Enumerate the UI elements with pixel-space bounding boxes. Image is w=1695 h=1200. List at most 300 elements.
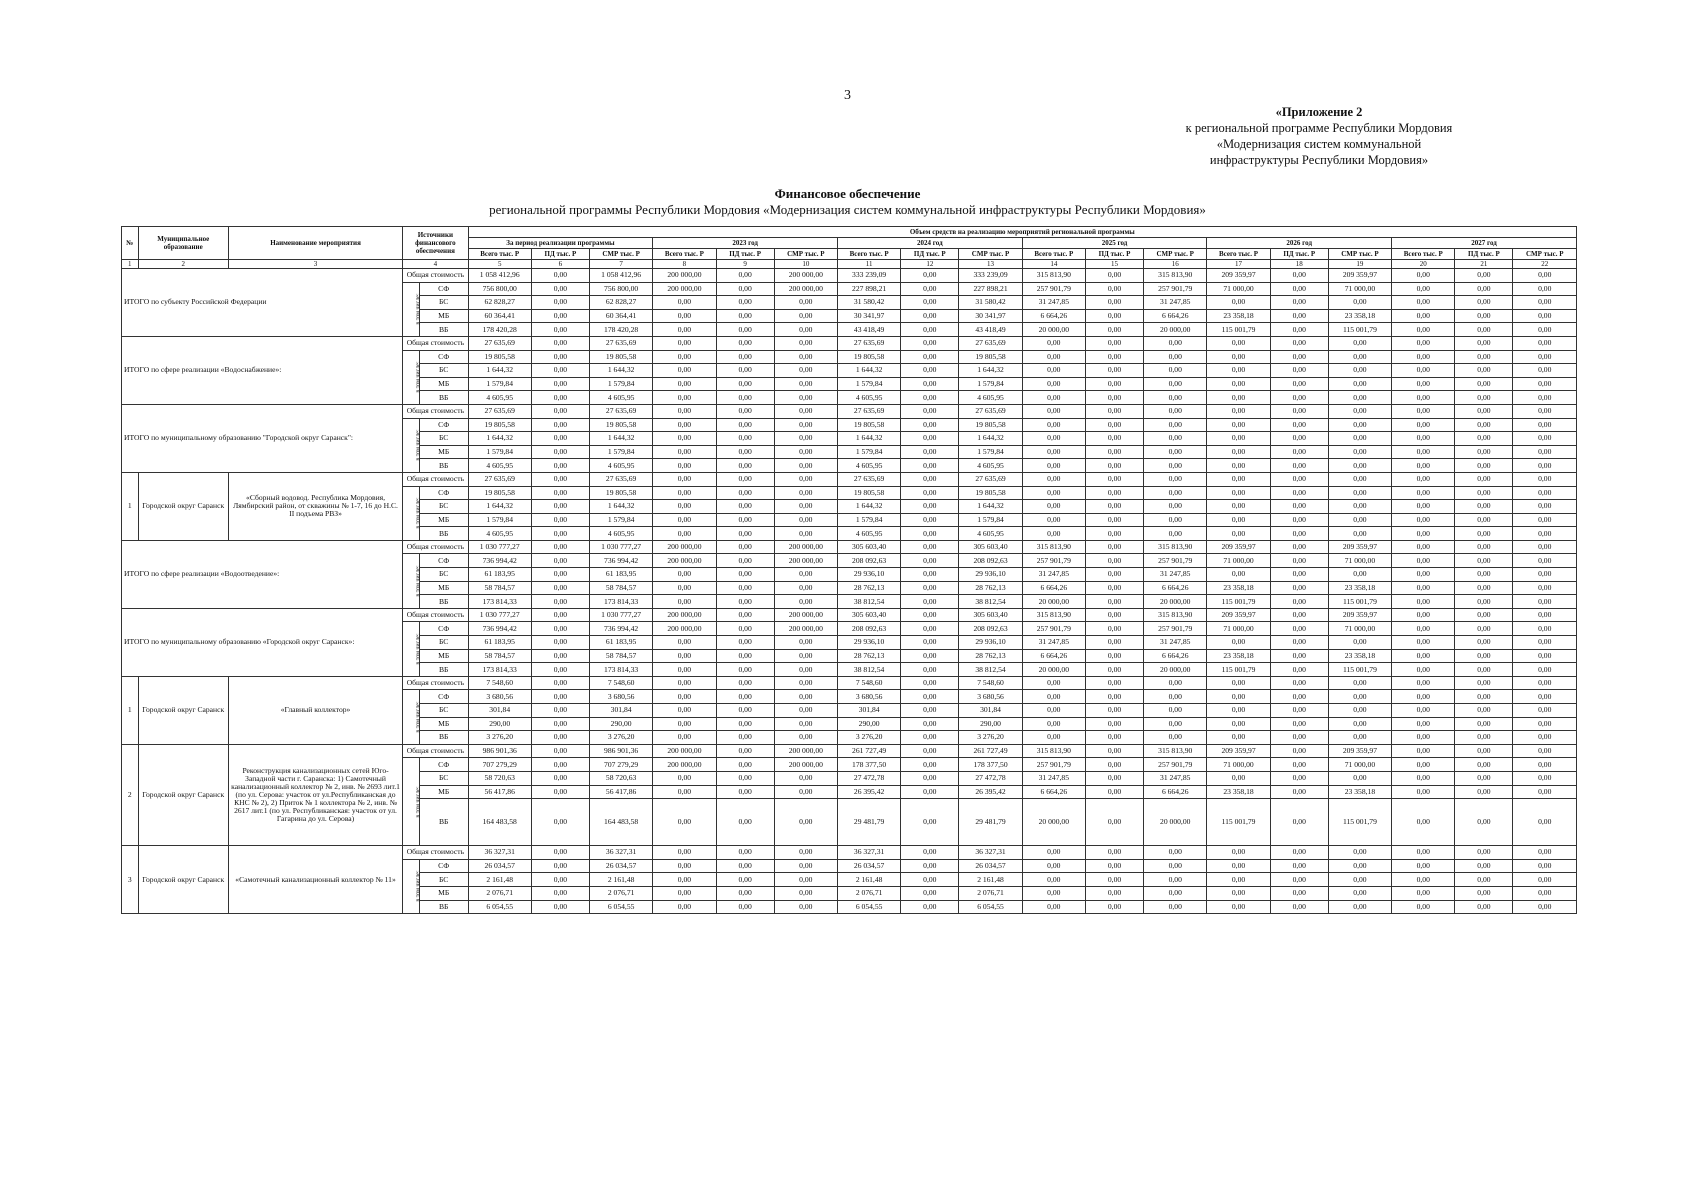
value-cell: 0,00: [531, 704, 589, 718]
value-cell: 0,00: [1207, 690, 1270, 704]
subheader-cell: ПД тыс. Р: [716, 249, 774, 260]
value-cell: 1 644,32: [837, 432, 900, 446]
value-cell: 0,00: [716, 500, 774, 514]
value-cell: 1 579,84: [589, 377, 652, 391]
subheader-cell: ПД тыс. Р: [1270, 249, 1328, 260]
value-cell: 0,00: [716, 704, 774, 718]
value-cell: 62 828,27: [589, 296, 652, 310]
value-cell: 36 327,31: [468, 846, 531, 860]
value-cell: 0,00: [1328, 350, 1391, 364]
value-cell: 0,00: [901, 432, 959, 446]
value-cell: 0,00: [1328, 432, 1391, 446]
value-cell: 0,00: [1392, 758, 1455, 772]
value-cell: 0,00: [531, 731, 589, 745]
value-cell: 19 805,58: [468, 418, 531, 432]
value-cell: 0,00: [716, 663, 774, 677]
value-cell: 4 605,95: [959, 527, 1022, 541]
subheader-cell: СМР тыс. Р: [1513, 249, 1577, 260]
value-cell: 0,00: [1328, 296, 1391, 310]
value-cell: 0,00: [1392, 636, 1455, 650]
value-cell: 0,00: [1144, 336, 1207, 350]
value-cell: 0,00: [774, 595, 837, 609]
value-cell: 0,00: [1455, 418, 1513, 432]
value-cell: 0,00: [1455, 350, 1513, 364]
value-cell: 0,00: [1270, 595, 1328, 609]
value-cell: 0,00: [901, 771, 959, 785]
value-cell: 257 901,79: [1022, 282, 1085, 296]
value-cell: 0,00: [774, 377, 837, 391]
value-cell: 0,00: [716, 269, 774, 283]
value-cell: 0,00: [653, 445, 716, 459]
value-cell: 0,00: [531, 418, 589, 432]
value-cell: 0,00: [1513, 323, 1577, 337]
row-number: 2: [122, 744, 139, 845]
value-cell: 31 247,85: [1144, 636, 1207, 650]
value-cell: 7 548,60: [468, 676, 531, 690]
value-cell: 0,00: [1328, 859, 1391, 873]
appendix-header: [1129, 104, 1509, 168]
in-that-number-text: в том числе:: [415, 429, 422, 461]
value-cell: 0,00: [1455, 309, 1513, 323]
value-cell: 0,00: [1144, 717, 1207, 731]
value-cell: 0,00: [1513, 608, 1577, 622]
value-cell: 0,00: [531, 350, 589, 364]
value-cell: 7 548,60: [589, 676, 652, 690]
value-cell: 0,00: [1270, 540, 1328, 554]
source-label: БС: [419, 704, 468, 718]
value-cell: 0,00: [901, 690, 959, 704]
value-cell: 0,00: [531, 486, 589, 500]
value-cell: 31 247,85: [1144, 296, 1207, 310]
value-cell: 3 276,20: [589, 731, 652, 745]
value-cell: 38 812,54: [959, 595, 1022, 609]
value-cell: 0,00: [1513, 731, 1577, 745]
value-cell: 0,00: [1022, 459, 1085, 473]
value-cell: 200 000,00: [774, 758, 837, 772]
table-row: [122, 269, 1577, 283]
value-cell: 0,00: [653, 704, 716, 718]
value-cell: 4 605,95: [959, 391, 1022, 405]
value-cell: 0,00: [531, 309, 589, 323]
value-cell: 0,00: [1328, 690, 1391, 704]
value-cell: 0,00: [1144, 486, 1207, 500]
value-cell: 0,00: [531, 404, 589, 418]
value-cell: 20 000,00: [1022, 595, 1085, 609]
value-cell: 0,00: [1207, 350, 1270, 364]
value-cell: 173 814,33: [589, 595, 652, 609]
value-cell: 0,00: [1455, 873, 1513, 887]
value-cell: 0,00: [531, 859, 589, 873]
value-cell: 0,00: [1085, 568, 1143, 582]
value-cell: 0,00: [1270, 636, 1328, 650]
value-cell: 0,00: [1328, 377, 1391, 391]
value-cell: 0,00: [1270, 581, 1328, 595]
value-cell: 0,00: [653, 500, 716, 514]
header-volume: Объем средств на реализацию мероприятий региональной программы: [468, 227, 1576, 238]
column-index-cell: 17: [1207, 260, 1270, 269]
value-cell: 0,00: [774, 391, 837, 405]
value-cell: 0,00: [1085, 608, 1143, 622]
table-row: [122, 744, 1577, 758]
value-cell: 0,00: [653, 486, 716, 500]
value-cell: 0,00: [1392, 873, 1455, 887]
value-cell: 0,00: [1085, 785, 1143, 799]
value-cell: 0,00: [1207, 900, 1270, 914]
value-cell: 0,00: [1085, 336, 1143, 350]
value-cell: 0,00: [1270, 886, 1328, 900]
value-cell: 0,00: [1513, 269, 1577, 283]
value-cell: 26 395,42: [959, 785, 1022, 799]
source-label: Общая стоимость: [403, 744, 468, 758]
value-cell: 315 813,90: [1144, 540, 1207, 554]
value-cell: 6 664,26: [1144, 785, 1207, 799]
value-cell: 0,00: [1144, 472, 1207, 486]
value-cell: 1 644,32: [468, 432, 531, 446]
value-cell: 0,00: [531, 886, 589, 900]
value-cell: 0,00: [1085, 296, 1143, 310]
in-that-number-text: в том числе:: [415, 870, 422, 903]
subheader-cell: СМР тыс. Р: [959, 249, 1022, 260]
value-cell: 0,00: [1144, 859, 1207, 873]
column-index-cell: 1: [122, 260, 139, 269]
value-cell: 707 279,29: [468, 758, 531, 772]
value-cell: 0,00: [1270, 771, 1328, 785]
value-cell: 0,00: [1144, 513, 1207, 527]
value-cell: 0,00: [1392, 676, 1455, 690]
value-cell: 200 000,00: [774, 540, 837, 554]
value-cell: 0,00: [1085, 581, 1143, 595]
value-cell: 0,00: [653, 459, 716, 473]
value-cell: 0,00: [531, 622, 589, 636]
value-cell: 0,00: [774, 513, 837, 527]
value-cell: 0,00: [1328, 676, 1391, 690]
value-cell: 0,00: [1513, 744, 1577, 758]
group-total-name: ИТОГО по муниципальному образованию «Городской округ Саранск»:: [122, 608, 403, 676]
value-cell: 200 000,00: [774, 269, 837, 283]
value-cell: 29 481,79: [837, 799, 900, 846]
value-cell: 0,00: [901, 350, 959, 364]
value-cell: 0,00: [1144, 432, 1207, 446]
value-cell: 0,00: [1455, 744, 1513, 758]
value-cell: 0,00: [774, 296, 837, 310]
value-cell: 0,00: [1328, 486, 1391, 500]
value-cell: 0,00: [1144, 900, 1207, 914]
value-cell: 0,00: [653, 418, 716, 432]
source-label: МБ: [419, 445, 468, 459]
value-cell: 0,00: [1455, 581, 1513, 595]
value-cell: 29 936,10: [837, 636, 900, 650]
value-cell: 0,00: [653, 527, 716, 541]
value-cell: 0,00: [716, 676, 774, 690]
value-cell: 0,00: [1513, 568, 1577, 582]
value-cell: 200 000,00: [653, 758, 716, 772]
source-label: ВБ: [419, 900, 468, 914]
value-cell: 0,00: [1085, 636, 1143, 650]
value-cell: 0,00: [1455, 459, 1513, 473]
value-cell: 0,00: [901, 459, 959, 473]
value-cell: 0,00: [531, 445, 589, 459]
value-cell: 0,00: [1392, 846, 1455, 860]
value-cell: 0,00: [1144, 391, 1207, 405]
value-cell: 0,00: [1328, 717, 1391, 731]
value-cell: 0,00: [1392, 540, 1455, 554]
value-cell: 0,00: [653, 595, 716, 609]
value-cell: 301,84: [959, 704, 1022, 718]
value-cell: 26 034,57: [959, 859, 1022, 873]
source-label: СФ: [419, 859, 468, 873]
value-cell: 0,00: [1270, 527, 1328, 541]
source-label: МБ: [419, 377, 468, 391]
value-cell: 0,00: [653, 690, 716, 704]
header-period-2026: 2026 год: [1207, 238, 1392, 249]
value-cell: 0,00: [716, 568, 774, 582]
value-cell: 1 579,84: [959, 377, 1022, 391]
value-cell: 0,00: [531, 676, 589, 690]
value-cell: 0,00: [1144, 404, 1207, 418]
value-cell: 0,00: [653, 859, 716, 873]
value-cell: 315 813,90: [1144, 608, 1207, 622]
value-cell: 61 183,95: [468, 568, 531, 582]
table-body: [122, 227, 1577, 914]
value-cell: 4 605,95: [589, 527, 652, 541]
value-cell: 0,00: [1207, 513, 1270, 527]
value-cell: 6 664,26: [1144, 581, 1207, 595]
column-index-cell: 14: [1022, 260, 1085, 269]
value-cell: 0,00: [1392, 500, 1455, 514]
value-cell: 0,00: [531, 846, 589, 860]
value-cell: 0,00: [1392, 445, 1455, 459]
value-cell: 0,00: [1085, 595, 1143, 609]
value-cell: 1 644,32: [837, 364, 900, 378]
value-cell: 0,00: [1270, 744, 1328, 758]
value-cell: 707 279,29: [589, 758, 652, 772]
appendix-title: «Приложение 2: [1275, 105, 1363, 119]
value-cell: 0,00: [1022, 391, 1085, 405]
value-cell: 0,00: [1022, 432, 1085, 446]
value-cell: 0,00: [531, 785, 589, 799]
value-cell: 29 936,10: [837, 568, 900, 582]
value-cell: 0,00: [774, 418, 837, 432]
value-cell: 0,00: [1513, 445, 1577, 459]
value-cell: 1 058 412,96: [589, 269, 652, 283]
value-cell: 0,00: [716, 717, 774, 731]
value-cell: 0,00: [1144, 676, 1207, 690]
appendix-line-2: «Модернизация систем коммунальной: [1216, 137, 1422, 151]
value-cell: 0,00: [901, 717, 959, 731]
value-cell: 0,00: [716, 350, 774, 364]
value-cell: 0,00: [716, 472, 774, 486]
column-index-cell: 19: [1328, 260, 1391, 269]
value-cell: 0,00: [774, 568, 837, 582]
value-cell: 290,00: [837, 717, 900, 731]
source-label: СФ: [419, 350, 468, 364]
value-cell: 0,00: [901, 873, 959, 887]
table-row: [122, 336, 1577, 350]
value-cell: 0,00: [1270, 622, 1328, 636]
value-cell: 0,00: [1270, 663, 1328, 677]
value-cell: 0,00: [1207, 364, 1270, 378]
source-label: МБ: [419, 309, 468, 323]
in-that-number-text: в том числе:: [415, 633, 422, 665]
value-cell: 0,00: [1455, 636, 1513, 650]
value-cell: 0,00: [1455, 690, 1513, 704]
value-cell: 0,00: [716, 608, 774, 622]
value-cell: 0,00: [1144, 350, 1207, 364]
value-cell: 0,00: [1085, 690, 1143, 704]
value-cell: 0,00: [1022, 486, 1085, 500]
value-cell: 58 720,63: [589, 771, 652, 785]
value-cell: 0,00: [1455, 554, 1513, 568]
value-cell: 0,00: [901, 500, 959, 514]
value-cell: 36 327,31: [837, 846, 900, 860]
value-cell: 0,00: [653, 886, 716, 900]
value-cell: 200 000,00: [774, 282, 837, 296]
value-cell: 227 898,21: [837, 282, 900, 296]
value-cell: 333 239,09: [837, 269, 900, 283]
value-cell: 0,00: [1513, 622, 1577, 636]
value-cell: 315 813,90: [1022, 540, 1085, 554]
value-cell: 0,00: [1455, 886, 1513, 900]
value-cell: 257 901,79: [1022, 622, 1085, 636]
value-cell: 0,00: [531, 758, 589, 772]
table-row: [122, 540, 1577, 554]
municipality-name: Городской округ Саранск: [138, 472, 228, 540]
source-label: БС: [419, 296, 468, 310]
value-cell: 27 635,69: [837, 336, 900, 350]
value-cell: 0,00: [1022, 859, 1085, 873]
value-cell: 200 000,00: [774, 554, 837, 568]
value-cell: 305 603,40: [837, 540, 900, 554]
value-cell: 0,00: [1455, 377, 1513, 391]
value-cell: 209 359,97: [1207, 269, 1270, 283]
value-cell: 0,00: [774, 445, 837, 459]
value-cell: 0,00: [901, 336, 959, 350]
column-index-cell: 8: [653, 260, 716, 269]
value-cell: 0,00: [774, 309, 837, 323]
value-cell: 30 341,97: [959, 309, 1022, 323]
value-cell: 43 418,49: [837, 323, 900, 337]
value-cell: 301,84: [589, 704, 652, 718]
value-cell: 58 784,57: [589, 649, 652, 663]
value-cell: 0,00: [1022, 336, 1085, 350]
value-cell: 0,00: [1392, 771, 1455, 785]
value-cell: 0,00: [1328, 336, 1391, 350]
value-cell: 0,00: [1085, 663, 1143, 677]
value-cell: 0,00: [901, 785, 959, 799]
value-cell: 0,00: [1328, 391, 1391, 405]
value-cell: 0,00: [774, 323, 837, 337]
column-index-cell: 6: [531, 260, 589, 269]
value-cell: 756 800,00: [468, 282, 531, 296]
value-cell: 0,00: [774, 846, 837, 860]
value-cell: 0,00: [1513, 676, 1577, 690]
value-cell: 19 805,58: [837, 350, 900, 364]
column-index-cell: 4: [403, 260, 468, 269]
value-cell: 0,00: [1455, 513, 1513, 527]
value-cell: 1 058 412,96: [468, 269, 531, 283]
value-cell: 0,00: [1022, 900, 1085, 914]
value-cell: 0,00: [901, 269, 959, 283]
value-cell: 0,00: [1270, 377, 1328, 391]
value-cell: 0,00: [716, 744, 774, 758]
value-cell: 0,00: [653, 472, 716, 486]
value-cell: 0,00: [1085, 513, 1143, 527]
value-cell: 0,00: [1392, 486, 1455, 500]
source-label: БС: [419, 771, 468, 785]
value-cell: 0,00: [1270, 859, 1328, 873]
value-cell: 56 417,86: [468, 785, 531, 799]
value-cell: 0,00: [1022, 527, 1085, 541]
value-cell: 6 054,55: [959, 900, 1022, 914]
value-cell: 0,00: [1392, 554, 1455, 568]
value-cell: 0,00: [1270, 608, 1328, 622]
table-row: [122, 404, 1577, 418]
in-that-number-label: [403, 690, 420, 744]
value-cell: 0,00: [774, 472, 837, 486]
value-cell: 0,00: [1085, 846, 1143, 860]
value-cell: 209 359,97: [1207, 540, 1270, 554]
value-cell: 0,00: [1085, 472, 1143, 486]
source-label: ВБ: [419, 527, 468, 541]
value-cell: 0,00: [1513, 690, 1577, 704]
column-index-cell: 13: [959, 260, 1022, 269]
value-cell: 0,00: [1085, 540, 1143, 554]
value-cell: 28 762,13: [837, 649, 900, 663]
value-cell: 1 579,84: [468, 377, 531, 391]
municipality-name: Городской округ Саранск: [138, 676, 228, 744]
value-cell: 1 644,32: [959, 500, 1022, 514]
value-cell: 0,00: [1270, 799, 1328, 846]
value-cell: 0,00: [1513, 500, 1577, 514]
value-cell: 1 644,32: [959, 432, 1022, 446]
value-cell: 2 076,71: [468, 886, 531, 900]
value-cell: 301,84: [468, 704, 531, 718]
value-cell: 115 001,79: [1328, 323, 1391, 337]
value-cell: 0,00: [531, 690, 589, 704]
subheader-cell: СМР тыс. Р: [589, 249, 652, 260]
value-cell: 0,00: [901, 595, 959, 609]
value-cell: 0,00: [531, 744, 589, 758]
value-cell: 0,00: [1022, 350, 1085, 364]
value-cell: 0,00: [716, 282, 774, 296]
value-cell: 315 813,90: [1022, 608, 1085, 622]
value-cell: 257 901,79: [1144, 758, 1207, 772]
value-cell: 0,00: [1328, 731, 1391, 745]
value-cell: 0,00: [1392, 568, 1455, 582]
value-cell: 736 994,42: [468, 554, 531, 568]
table-row: [122, 676, 1577, 690]
value-cell: 0,00: [1144, 704, 1207, 718]
value-cell: 173 814,33: [589, 663, 652, 677]
value-cell: 0,00: [1328, 364, 1391, 378]
value-cell: 0,00: [1207, 859, 1270, 873]
value-cell: 4 605,95: [837, 459, 900, 473]
value-cell: 0,00: [1085, 418, 1143, 432]
value-cell: 200 000,00: [653, 282, 716, 296]
value-cell: 0,00: [653, 649, 716, 663]
header-num: №: [122, 227, 139, 260]
in-that-number-label: [403, 758, 420, 846]
value-cell: 0,00: [1392, 744, 1455, 758]
value-cell: 27 472,78: [959, 771, 1022, 785]
value-cell: 23 358,18: [1328, 581, 1391, 595]
value-cell: 0,00: [716, 391, 774, 405]
value-cell: 0,00: [901, 540, 959, 554]
value-cell: 200 000,00: [653, 540, 716, 554]
value-cell: 0,00: [1392, 309, 1455, 323]
value-cell: 29 936,10: [959, 568, 1022, 582]
value-cell: 0,00: [1328, 873, 1391, 887]
